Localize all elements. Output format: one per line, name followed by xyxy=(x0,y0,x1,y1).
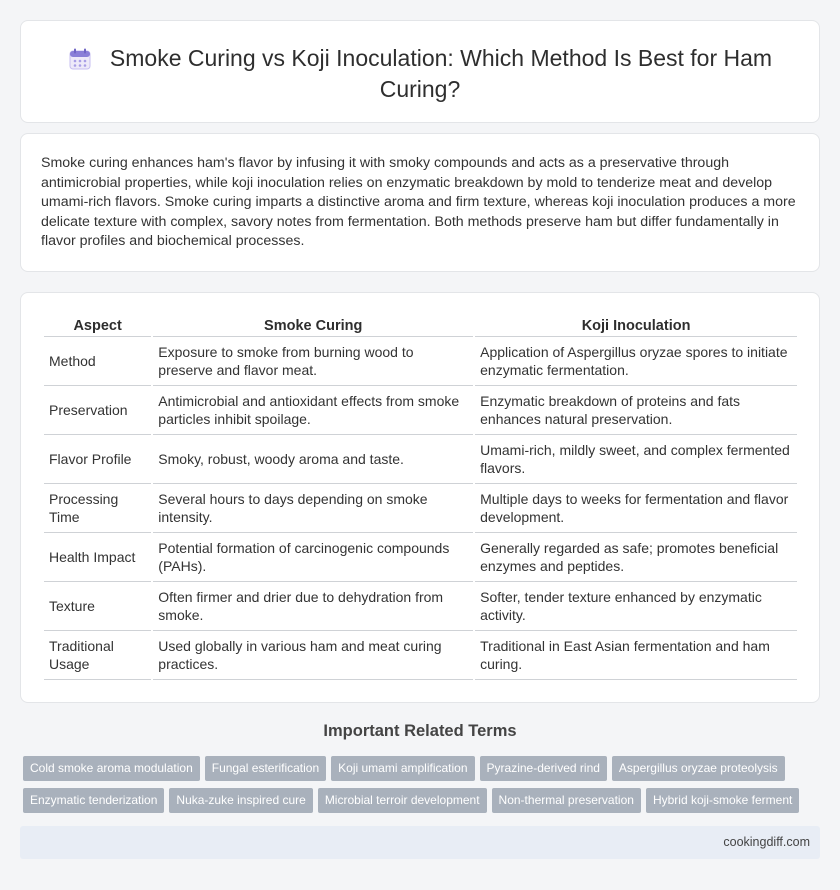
row-koji-value: Generally regarded as safe; promotes beneficial enzymes and peptides. xyxy=(475,533,797,582)
intro-card xyxy=(20,133,820,272)
related-term-tag[interactable]: Nuka-zuke inspired cure xyxy=(169,788,312,813)
table-header-row xyxy=(44,314,797,337)
footer xyxy=(20,826,820,859)
row-koji-value: Traditional in East Asian fermentation and ham curing. xyxy=(475,631,797,680)
comparison-table xyxy=(42,314,799,680)
related-term-tag[interactable]: Non-thermal preservation xyxy=(492,788,641,813)
footer-site-link[interactable]: cookingdiff.com xyxy=(723,835,810,849)
row-aspect: Processing Time xyxy=(44,484,151,533)
table-row xyxy=(44,435,797,484)
related-terms-row xyxy=(23,788,823,813)
row-smoke-value: Antimicrobial and antioxidant effects from smoke particles inhibit spoilage. xyxy=(153,386,473,435)
row-aspect: Texture xyxy=(44,582,151,631)
table-row xyxy=(44,582,797,631)
row-aspect: Flavor Profile xyxy=(44,435,151,484)
related-terms-title: Important Related Terms xyxy=(323,722,517,740)
table-row xyxy=(44,631,797,680)
intro-paragraph: Smoke curing enhances ham's flavor by infusing it with smoky compounds and acts as a preservative through antimicrobial properties, while koji inoculation relies on enzymatic breakdown by mold to tenderize meat and develop umami-rich flavors. Smoke curing imparts a distinctive aroma and firm texture, whereas koji inoculation produces a more delicate texture with complex, savory notes from fermentation. Both methods preserve ham but differ fundamentally in flavor profiles and biochemical processes. xyxy=(41,155,796,249)
row-smoke-value: Exposure to smoke from burning wood to preserve and flavor meat. xyxy=(153,337,473,386)
related-term-tag[interactable]: Koji umami amplification xyxy=(331,756,474,781)
row-aspect: Preservation xyxy=(44,386,151,435)
related-term-tag[interactable]: Cold smoke aroma modulation xyxy=(23,756,200,781)
row-koji-value: Softer, tender texture enhanced by enzymatic activity. xyxy=(475,582,797,631)
row-smoke-value: Smoky, robust, woody aroma and taste. xyxy=(153,435,473,484)
row-smoke-value: Used globally in various ham and meat curing practices. xyxy=(153,631,473,680)
row-aspect: Traditional Usage xyxy=(44,631,151,680)
related-terms-row xyxy=(23,756,823,781)
header-card xyxy=(20,20,820,123)
related-term-tag[interactable]: Pyrazine-derived rind xyxy=(480,756,607,781)
row-smoke-value: Potential formation of carcinogenic compounds (PAHs). xyxy=(153,533,473,582)
header-smoke-curing: Smoke Curing xyxy=(153,314,473,337)
table-row xyxy=(44,337,797,386)
row-smoke-value: Several hours to days depending on smoke intensity. xyxy=(153,484,473,533)
related-term-tag[interactable]: Hybrid koji-smoke ferment xyxy=(646,788,799,813)
related-term-tag[interactable]: Microbial terroir development xyxy=(318,788,487,813)
row-koji-value: Multiple days to weeks for fermentation and flavor development. xyxy=(475,484,797,533)
row-aspect: Health Impact xyxy=(44,533,151,582)
row-smoke-value: Often firmer and drier due to dehydration from smoke. xyxy=(153,582,473,631)
calendar-icon xyxy=(68,47,92,71)
table-row xyxy=(44,484,797,533)
table-row xyxy=(44,533,797,582)
page-title: Smoke Curing vs Koji Inoculation: Which Method Is Best for Ham Curing? xyxy=(109,45,773,102)
related-term-tag[interactable]: Aspergillus oryzae proteolysis xyxy=(612,756,785,781)
header-koji-inoculation: Koji Inoculation xyxy=(475,314,797,337)
related-term-tag[interactable]: Enzymatic tenderization xyxy=(23,788,164,813)
comparison-table-card xyxy=(20,292,820,703)
row-koji-value: Enzymatic breakdown of proteins and fats enhances natural preservation. xyxy=(475,386,797,435)
row-koji-value: Application of Aspergillus oryzae spores to initiate enzymatic fermentation. xyxy=(475,337,797,386)
table-row xyxy=(44,386,797,435)
row-aspect: Method xyxy=(44,337,151,386)
related-term-tag[interactable]: Fungal esterification xyxy=(205,756,326,781)
header-aspect: Aspect xyxy=(44,314,151,337)
row-koji-value: Umami-rich, mildly sweet, and complex fermented flavors. xyxy=(475,435,797,484)
